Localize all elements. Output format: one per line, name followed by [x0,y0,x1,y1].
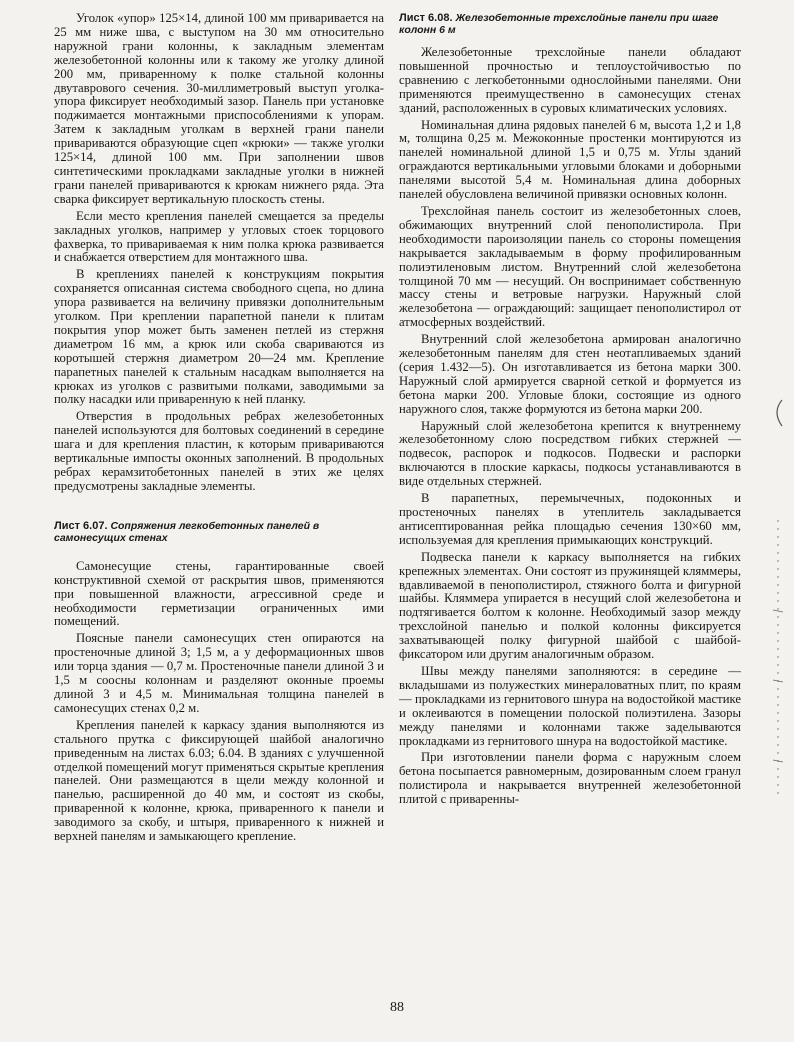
paragraph: При изготовлении панели форма с наружным слоем бетона посыпается равномерным, дозированным слоем гранул полистирола и накрывается внутренней железобетонной плитой с приваренны- [399,750,741,807]
paragraph: Крепления панелей к каркасу здания выполняются из стального прутка с фиксирующей шайбой аналогично приведенным на листах 6.03; 6.04. В зданиях с улучшенной отделкой помещений могут применяться скрытые крепления панелей. Они размещаются в щели между колонной и панелью, расширенной до 40 мм, и состоят из скобы, приваренной к колонне, крюка, приваренного к панели и заводимого за скобу, и штыря, приваренного к нижней и верхней панелям и замыкающего крепление. [54,717,384,844]
paragraph: В парапетных, перемычечных, подоконных и простеночных панелях в утеплитель закладывается антисептированная рейка площадью сечения 130×60 мм, используемая для крепления примыкающих конструкций. [399,491,741,547]
paragraph: Если место крепления панелей смещается за пределы закладных уголков, например у угловых стоек торцового фахверка, то привариваемая к ним полка крюка развивается и снабжается отверстием для монтажного шва. [54,208,384,265]
paragraph: Номинальная длина рядовых панелей 6 м, высота 1,2 и 1,8 м, толщина 0,25 м. Межоконные простенки монтируются из панелей номинальной длиной 1,5 и 0,75 м. Углы зданий ограждаются вертикальными угловыми блоками и доборными панелями высотой 5,4 м. Номинальная длина доборных панелей обусловлена величиной привязки основных колонн. [399,117,741,202]
paragraph: Трехслойная панель состоит из железобетонных слоев, обжимающих внутренний слой пенополистирола. При необходимости пароизоляции панель со стороны помещения накрывается закладываемым в форму профилированным полиэтиленовым листом. Внутренний слой железобетона толщиной 70 мм — несущий. Он воспринимает собственную массу стены и ветровые нагрузки. Наружный слой железобетона — ограждающий: защищает пенополистирол от атмосферных воздействий. [399,203,741,330]
paragraph: Швы между панелями заполняются: в середине — вкладышами из полужестких минераловатных плит, по краям — прокладками из гернитового шнура на водостойкой мастике и оклеиваются в помещении полоской полиэтилена. Зазоры между панелями и колоннами также заделываются прокладками из гернитового шнура на водостойкой мастике. [399,663,741,748]
page-number: 88 [390,1000,404,1015]
section-heading-6-07 [54,520,384,544]
paragraph: Наружный слой железобетона крепится к внутреннему железобетонному слою посредством гибких стержней — подвесок, распорок и подкосов. Подвески и распорки включаются в плоские каркасы, подкосы устанавливаются в виде отдельных стержней. [399,418,741,489]
sheet-number: Лист 6.08. [399,12,453,24]
paragraph: Подвеска панели к каркасу выполняется на гибких крепежных элементах. Они состоят из пружинящей кляммеры, вдавливаемой в пенополистирол, стяжного болта и фигурной шайбы. Кляммера упирается в несущий слой железобетона и подтягивается болтом к колонне. Необходимый зазор между трехслойной панелью и полкой колонны фиксируется захватывающей полку фигурной шайбой с шайбой-фиксатором или другим аналогичным образом. [399,549,741,662]
section-heading-6-08 [399,12,741,36]
paragraph: Внутренний слой железобетона армирован аналогично железобетонным панелям для стен неотапливаемых зданий (серия 1.432—5). Он изготавливается из бетона марки 300. Наружный слой армируется сварной сеткой и формуется из бетона марки 200. Угловые блоки, состоящие из одного наружного слоя, также формуются из бетона марки 200. [399,332,741,416]
sheet-number: Лист 6.07. [54,519,108,532]
paragraph: Самонесущие стены, гарантированные своей конструктивной схемой от раскрытия швов, применяются при повышенной влажности, агрессивной среде и необходимости герметизации ограниченных ими помещений. [54,558,384,629]
margin-scan-marks [764,380,788,880]
paragraph: Отверстия в продольных ребрах железобетонных панелей используются для болтовых соединений в середине шага и для крепления пластин, к которым привариваются вертикальные импосты оконных заполнений. В продольных ребрах керамзитобетонных панелей в этих же целях предусмотрены закладные элементы. [54,409,384,493]
sheet-title: Железобетонные трехслойные панели при шаге колонн 6 м [399,12,719,36]
paragraph: Железобетонные трехслойные панели обладают повышенной прочностью и теплоустойчивостью по сравнению с легкобетонными однослойными панелями. Они применяются преимущественно в самонесущих стенах зданий, расположенных в суровых климатических условиях. [399,45,741,115]
right-column [399,12,741,810]
paragraph: Поясные панели самонесущих стен опираются на простеночные длиной 3; 1,5 м, а у деформационных швов или торца здания — 0,7 м. Простеночные панели длиной 3 и 1,5 м соосны колоннам и разделяют оконные проемы длиной 3 и 4,5 м. Минимальная толщина панелей в самонесущих стенах 0,2 м. [54,631,384,715]
left-column [54,12,384,847]
sheet-title: Сопряжения легкобетонных панелей в самонесущих стенах [54,519,320,544]
paragraph: В креплениях панелей к конструкциям покрытия сохраняется описанная система свободного сцепа, но длина упора развивается на величину привязки дополнительным уголком. При креплении парапетной панели к плитам покрытия упор может быть заменен петлей из стержня диаметром 16 мм, а крюк или скоба свариваются из коротышей стержня диаметром 20—24 мм. Крепление парапетных панелей к стальным насадкам выполняется на крюках из уголков с развитыми полками, заводимыми за полку насадки или приваренную к ней планку. [54,267,384,407]
paragraph: Уголок «упор» 125×14, длиной 100 мм приваривается на 25 мм ниже шва, с выступом на 30 мм относительно наружной грани колонны, к закладным элементам железобетонной колонны или к такому же уголку длиной 200 мм, приваренному к полке стальной колонны двутаврового сечения. 30-миллиметровый выступ уголка-упора фиксирует необходимый зазор. Панель при установке поджимается монтажными приспособлениями к упорам. Затем к закладным уголкам в верхней грани панели привариваются образующие сцеп «крюки» — также уголки 125×14, длиной 100 мм. При заполнении швов синтетическими прокладками закладные уголки в нижней грани панелей привариваются к крюкам нижнего ряда. Эта сварка фиксирует вертикальную плоскость стены. [54,11,384,206]
